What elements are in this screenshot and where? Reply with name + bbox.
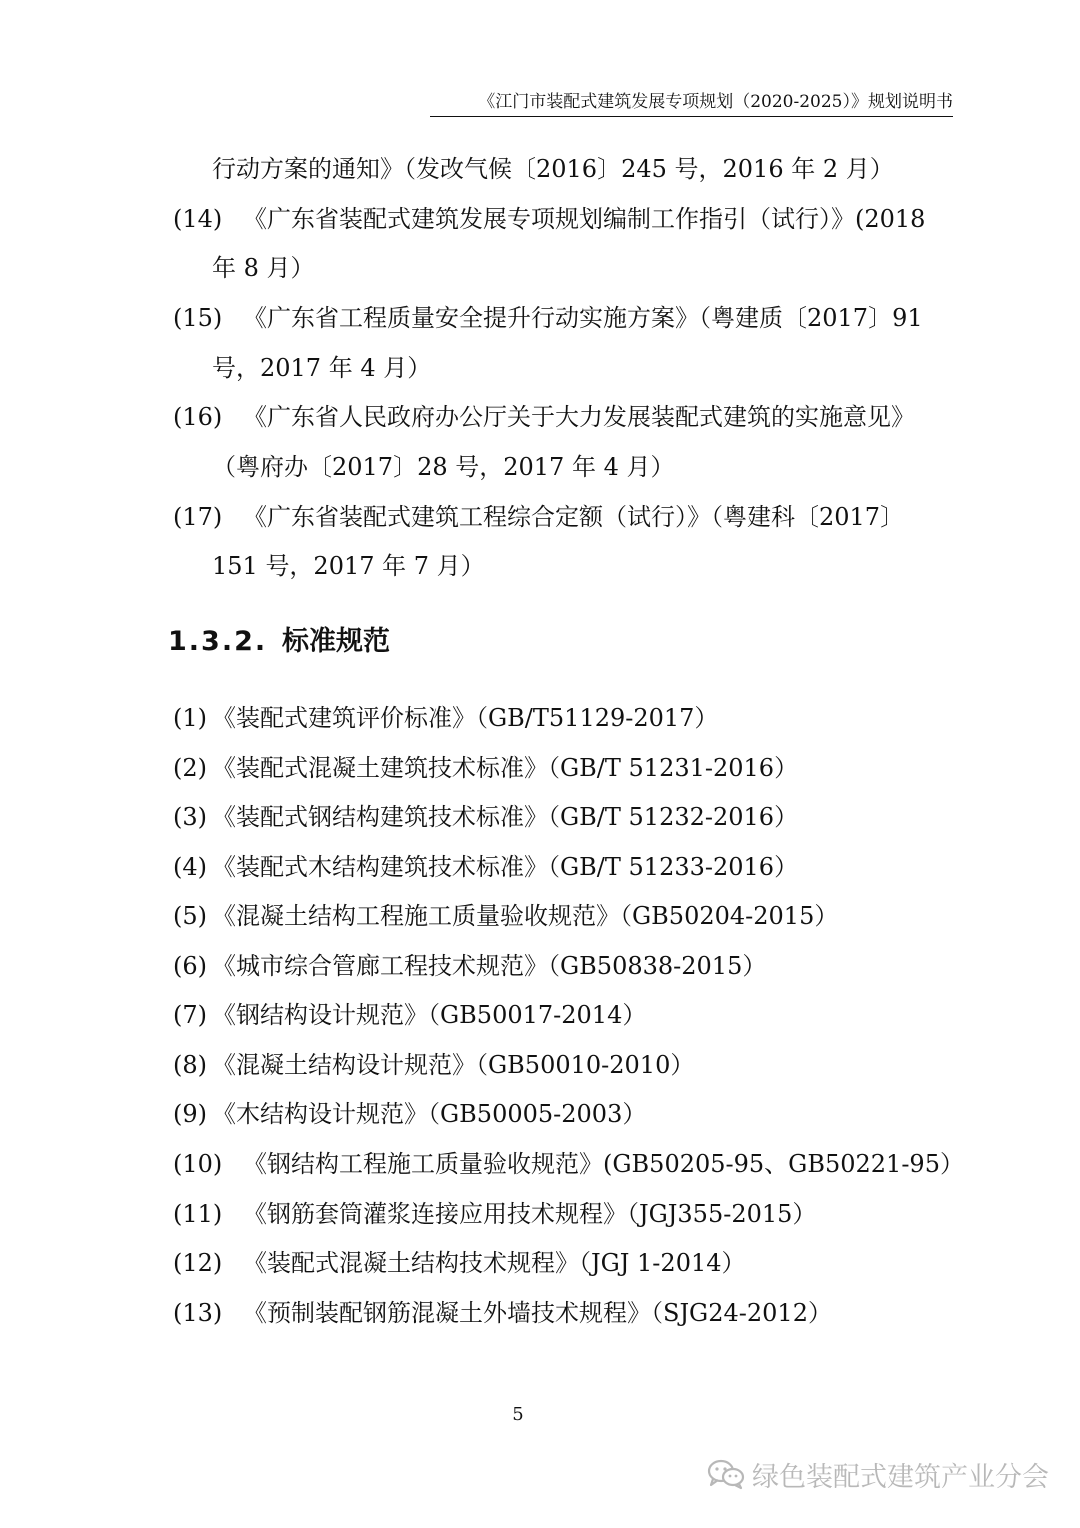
running-header: 《江门市装配式建筑发展专项规划（2020-2025）》规划说明书 [430,90,953,117]
standard-number: (5) [173,902,207,930]
standard-text: 《装配式混凝土结构技术规程》（JGJ 1-2014） [243,1249,746,1277]
section-heading [168,624,390,660]
section-title: 标准规范 [282,626,390,657]
policy-item-number: (16) [173,403,223,431]
standard-text: 《钢筋套筒灌浆连接应用技术规程》（JGJ355-2015） [243,1200,817,1228]
standard-text: 《混凝土结构工程施工质量验收规范》（GB50204-2015） [212,902,839,930]
standard-text: 《装配式钢结构建筑技术标准》（GB/T 51232-2016） [212,803,799,831]
standard-text: 《钢结构设计规范》（GB50017-2014） [212,1001,647,1029]
policy-item-line: 《广东省装配式建筑工程综合定额（试行）》（粤建科〔2017〕 [243,503,905,531]
watermark-text: 绿色装配式建筑产业分会 [752,1461,1049,1493]
standard-text: 《钢结构工程施工质量验收规范》(GB50205-95、GB50221-95） [243,1150,964,1178]
standard-number: (7) [173,1001,207,1029]
standard-text: 《混凝土结构设计规范》（GB50010-2010） [212,1051,695,1079]
standard-number: (4) [173,853,207,881]
standard-number: (11) [173,1200,223,1228]
policy-item-number: (14) [173,205,223,233]
policy-item-number: (17) [173,503,223,531]
standard-number: (10) [173,1150,223,1178]
standard-text: 《装配式木结构建筑技术标准》（GB/T 51233-2016） [212,853,799,881]
standard-text: 《装配式建筑评价标准》（GB/T51129-2017） [212,704,719,732]
standard-text: 《装配式混凝土建筑技术标准》（GB/T 51231-2016） [212,754,799,782]
policy-item-line: 《广东省工程质量安全提升行动实施方案》（粤建质〔2017〕91 [243,304,923,332]
policy-item-number: (15) [173,304,223,332]
standard-number: (2) [173,754,207,782]
policy-continuation: 行动方案的通知》（发改气候〔2016〕245 号，2016 年 2 月） [212,155,894,183]
policy-item-line: 号，2017 年 4 月） [212,354,432,382]
watermark [706,1454,1049,1494]
standard-number: (13) [173,1299,223,1327]
policy-item-line: （粤府办〔2017〕28 号，2017 年 4 月） [212,453,675,481]
policy-item-line: 151 号，2017 年 7 月） [212,552,485,580]
standard-text: 《木结构设计规范》（GB50005-2003） [212,1100,647,1128]
standard-text: 《城市综合管廊工程技术规范》（GB50838-2015） [212,952,767,980]
standard-number: (1) [173,704,207,732]
wechat-icon [706,1458,746,1490]
standard-number: (9) [173,1100,207,1128]
standard-number: (6) [173,952,207,980]
page-number: 5 [512,1404,524,1425]
policy-item-line: 《广东省装配式建筑发展专项规划编制工作指引（试行）》(2018 [243,205,926,233]
standard-text: 《预制装配钢筋混凝土外墙技术规程》（SJG24-2012） [243,1299,832,1327]
policy-item-line: 《广东省人民政府办公厅关于大力发展装配式建筑的实施意见》 [243,403,915,431]
section-number: 1.3.2. [168,626,268,657]
policy-item-line: 年 8 月） [212,254,315,282]
standard-number: (12) [173,1249,223,1277]
standard-number: (3) [173,803,207,831]
standard-number: (8) [173,1051,207,1079]
